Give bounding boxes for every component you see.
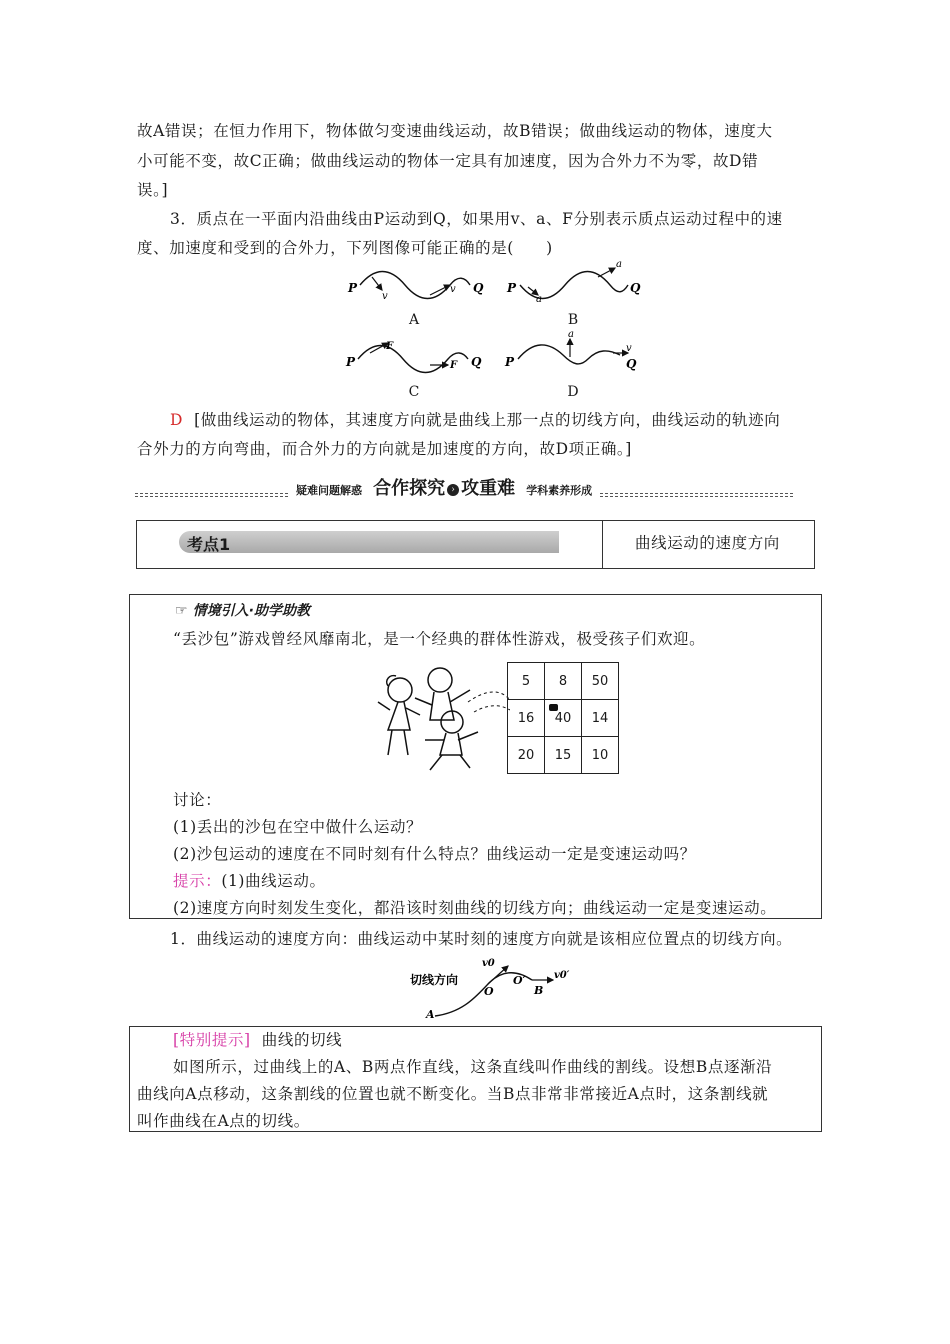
banner-right: 学科素养形成	[526, 484, 593, 497]
figure-b-a2: a	[616, 259, 622, 270]
point-1: 1．曲线运动的速度方向：曲线运动中某时刻的速度方向就是该相应位置点的切线方向。	[170, 930, 793, 948]
tangent-v0-prime: v0′	[554, 970, 570, 981]
kaodian-header	[136, 520, 815, 569]
banner-main-2: 攻重难	[461, 478, 516, 499]
grid-row	[508, 700, 619, 737]
figure-c	[345, 341, 482, 373]
kaodian-title: 曲线运动的速度方向	[635, 534, 780, 552]
grid-cell-value: 40	[554, 710, 572, 726]
intro-line-3: 误。]	[137, 181, 169, 199]
special-hint-line-2: 曲线向A点移动，这条割线的位置也就不断变化。当B点非常非常接近A点时，这条割线就	[137, 1085, 769, 1103]
discuss-question-1: (1)丢出的沙包在空中做什么运动？	[173, 818, 423, 836]
answer-text-1: [做曲线运动的物体，其速度方向就是曲线上那一点的切线方向，曲线运动的轨迹向	[194, 411, 781, 429]
special-hint-label: [特别提示]	[173, 1031, 251, 1049]
figure-d-caption: D	[567, 384, 579, 400]
kaodian-divider	[602, 521, 603, 568]
tangent-v0: v0	[482, 958, 495, 969]
option-figures	[330, 255, 660, 405]
figure-c-f1: F	[386, 341, 394, 352]
grid-cell: 16	[508, 700, 545, 737]
special-hint-line-3: 叫作曲线在A点的切线。	[137, 1112, 310, 1130]
scenario-heading	[175, 600, 310, 620]
figure-b-caption: B	[567, 312, 579, 328]
tangent-b: B	[534, 984, 544, 997]
figure-b	[506, 259, 641, 305]
children-playing-illustration	[370, 660, 510, 775]
question-3-line-1: 3．质点在一平面内沿曲线由P运动到Q，如果用v、a、F分别表示质点运动过程中的速	[170, 210, 783, 228]
figure-a-p: P	[348, 281, 358, 295]
figure-d-q: Q	[626, 357, 637, 371]
tangent-o: O	[484, 985, 494, 998]
section-banner	[135, 474, 793, 500]
grid-row	[508, 737, 619, 774]
banner-main-1: 合作探究	[373, 478, 446, 499]
tangent-a: A	[426, 1008, 435, 1020]
discuss-label: 讨论：	[173, 791, 222, 809]
figure-a-v1: v	[382, 291, 388, 302]
answer-line-1	[170, 409, 780, 431]
scenario-heading-text: 情境引入·助学助教	[192, 603, 310, 619]
figure-c-caption: C	[408, 384, 420, 400]
figure-a-v2: v	[450, 284, 456, 295]
banner-left: 疑难问题解惑	[296, 484, 362, 497]
hand-icon: ☞	[175, 603, 188, 619]
kaodian-label-bar	[179, 531, 559, 553]
figure-c-p: P	[346, 355, 356, 369]
figure-b-q: Q	[630, 281, 641, 295]
grid-row	[508, 663, 619, 700]
hint-text-1: (1)曲线运动。	[221, 872, 326, 890]
intro-line-2: 小可能不变，故C正确；做曲线运动的物体一定具有加速度，因为合外力不为零，故D错	[137, 152, 759, 170]
tangent-label: 切线方向	[410, 973, 459, 987]
tangent-direction-figure	[410, 954, 580, 1020]
hint-line-1	[173, 870, 326, 892]
figure-c-f2: F	[450, 360, 458, 371]
tangent-o-prime: O′	[513, 974, 526, 987]
hint-label: 提示：	[173, 872, 222, 890]
grid-cell: 20	[508, 737, 545, 774]
grid-cell: 14	[582, 700, 619, 737]
discuss-question-2: (2)沙包运动的速度在不同时刻有什么特点？曲线运动一定是变速运动吗？	[173, 845, 696, 863]
intro-line-1: 故A错误；在恒力作用下，物体做匀变速曲线运动，故B错误；做曲线运动的物体，速度大	[137, 122, 773, 140]
sandbag-icon	[549, 704, 558, 711]
grid-cell-sandbag	[545, 700, 582, 737]
banner-arrow-icon: ›	[447, 484, 459, 496]
grid-cell: 5	[508, 663, 545, 700]
figure-d-p: P	[505, 355, 515, 369]
figure-c-q: Q	[471, 355, 482, 369]
special-hint-title: 曲线的切线	[261, 1031, 343, 1049]
scenario-text: “丢沙包”游戏曾经风靡南北，是一个经典的群体性游戏，极受孩子们欢迎。	[173, 630, 706, 648]
answer-letter: D	[170, 411, 184, 429]
figure-a	[347, 272, 484, 303]
figure-d-v: v	[626, 343, 632, 354]
grid-cell: 50	[582, 663, 619, 700]
figure-a-caption: A	[408, 312, 420, 328]
figure-b-a1: a	[536, 294, 542, 305]
figure-d-a: a	[568, 329, 574, 340]
grid-cell: 8	[545, 663, 582, 700]
hint-line-2: (2)速度方向时刻发生变化，都沿该时刻曲线的切线方向；曲线运动一定是变速运动。	[173, 899, 777, 917]
kaodian-label: 考点1	[187, 535, 231, 554]
sandbag-grid	[507, 662, 619, 774]
question-3-line-2: 度、加速度和受到的合外力，下列图像可能正确的是( )	[137, 239, 553, 257]
grid-cell: 15	[545, 737, 582, 774]
figure-b-p: P	[507, 281, 517, 295]
special-hint-line-1: 如图所示，过曲线上的A、B两点作直线，这条直线叫作曲线的割线。设想B点逐渐沿	[173, 1058, 773, 1076]
special-hint-heading	[173, 1029, 342, 1051]
figure-a-q: Q	[473, 281, 484, 295]
answer-line-2: 合外力的方向弯曲，而合外力的方向就是加速度的方向，故D项正确。]	[137, 440, 632, 458]
figure-d	[504, 329, 637, 371]
grid-cell: 10	[582, 737, 619, 774]
